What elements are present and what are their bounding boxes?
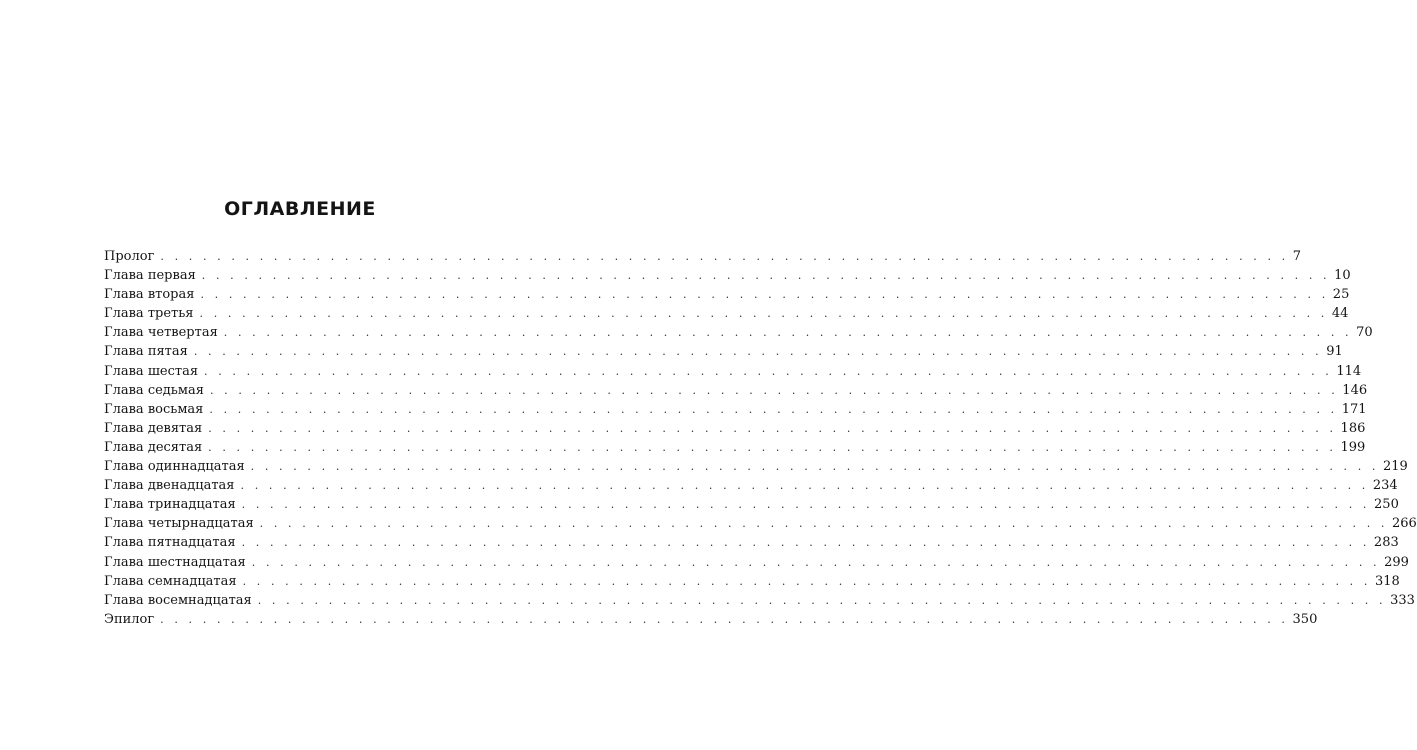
toc-entry-page-number: 234 (1372, 478, 1398, 494)
dot-leader: . . . . . . . . . . . . . . . . . . . . . . . . . . . . . . . . . . . . . . . . . . . . . . . . . . . . . . . . . . . . . . . . . . . . . . . . . . . . . . . . (209, 383, 1339, 397)
toc-entry-page-number: 350 (1292, 611, 1318, 627)
toc-entry (104, 400, 1367, 419)
toc-entry-page-number: 25 (1332, 287, 1350, 303)
toc-entry (104, 266, 1351, 285)
toc-entry-label: Глава шестая (104, 363, 199, 379)
toc-entry-page-number: 186 (1340, 420, 1366, 436)
toc-entry (104, 438, 1366, 457)
dot-leader: . . . . . . . . . . . . . . . . . . . . . . . . . . . . . . . . . . . . . . . . . . . . . . . . . . . . . . . . . . . . . . . . . . . . . . . . . . . . . . . . (200, 288, 1329, 302)
toc-entry-page-number: 91 (1326, 344, 1343, 360)
dot-leader: . . . . . . . . . . . . . . . . . . . . . . . . . . . . . . . . . . . . . . . . . . . . . . . . . . . . . . . . . . . . . . . . . . . . . . . . . . . . . . . . (250, 460, 1380, 474)
toc-entry (104, 572, 1400, 591)
toc-entry-label: Глава двенадцатая (104, 478, 235, 494)
toc-entry-page-number: 44 (1331, 306, 1349, 322)
toc-entry-page-number: 266 (1392, 516, 1417, 532)
dot-leader: . . . . . . . . . . . . . . . . . . . . . . . . . . . . . . . . . . . . . . . . . . . . . . . . . . . . . . . . . . . . . . . . . . . . . . . . . . . . . . . . (193, 345, 1323, 359)
dot-leader: . . . . . . . . . . . . . . . . . . . . . . . . . . . . . . . . . . . . . . . . . . . . . . . . . . . . . . . . . . . . . . . . . . . . . . . . . . . . . . . . (204, 364, 1333, 378)
dot-leader: . . . . . . . . . . . . . . . . . . . . . . . . . . . . . . . . . . . . . . . . . . . . . . . . . . . . . . . . . . . . . . . . . . . . . . . . . . . . . . . . (201, 269, 1331, 283)
dot-leader: . . . . . . . . . . . . . . . . . . . . . . . . . . . . . . . . . . . . . . . . . . . . . . . . . . . . . . . . . . . . . . . . . . . . . . . . . . . . . . . . (160, 250, 1289, 263)
toc-entry-label: Глава четырнадцатая (104, 516, 254, 532)
toc-entry-page-number: 70 (1356, 325, 1373, 341)
toc-entry-label: Глава тринадцатая (104, 497, 236, 513)
dot-leader: . . . . . . . . . . . . . . . . . . . . . . . . . . . . . . . . . . . . . . . . . . . . . . . . . . . . . . . . . . . . . . . . . . . . . . . . . . . . . . . . (208, 421, 1337, 435)
toc-entry-label: Глава третья (104, 306, 194, 322)
toc-entry (104, 247, 1302, 266)
toc-entry-page-number: 250 (1374, 497, 1399, 513)
dot-leader: . . . . . . . . . . . . . . . . . . . . . . . . . . . . . . . . . . . . . . . . . . . . . . . . . . . . . . . . . . . . . . . . . . . . . . . . . . . . . . . . (242, 574, 1371, 588)
toc-entry (104, 514, 1417, 533)
toc-entry-label: Глава седьмая (104, 382, 204, 398)
toc-entry (104, 419, 1366, 438)
toc-entry-page-number: 318 (1374, 573, 1400, 589)
toc-entry-label: Глава одиннадцатая (104, 459, 245, 475)
toc-entry-page-number: 333 (1390, 592, 1415, 608)
toc-entry (104, 533, 1399, 552)
dot-leader: . . . . . . . . . . . . . . . . . . . . . . . . . . . . . . . . . . . . . . . . . . . . . . . . . . . . . . . . . . . . . . . . . . . . . . . . . . . . . . . . (223, 326, 1353, 340)
toc-entry-page-number: 146 (1342, 382, 1368, 398)
toc-entry (104, 323, 1373, 342)
dot-leader: . . . . . . . . . . . . . . . . . . . . . . . . . . . . . . . . . . . . . . . . . . . . . . . . . . . . . . . . . . . . . . . . . . . . . . . . . . . . . . . . (251, 555, 1381, 569)
toc-entry (104, 362, 1362, 381)
toc-entry-label: Глава вторая (104, 287, 195, 303)
toc-entry-page-number: 283 (1373, 535, 1399, 551)
toc-entry (104, 457, 1408, 476)
toc-entry-page-number: 299 (1384, 554, 1409, 570)
toc-entry-page-number: 114 (1336, 363, 1362, 379)
toc-entry-label: Глава пятнадцатая (104, 535, 236, 551)
toc-entry-label: Глава пятая (104, 344, 188, 360)
toc-entry-page-number: 7 (1292, 249, 1302, 264)
dot-leader: . . . . . . . . . . . . . . . . . . . . . . . . . . . . . . . . . . . . . . . . . . . . . . . . . . . . . . . . . . . . . . . . . . . . . . . . . . . . . . . . (259, 517, 1388, 531)
toc-entry (104, 285, 1350, 304)
dot-leader: . . . . . . . . . . . . . . . . . . . . . . . . . . . . . . . . . . . . . . . . . . . . . . . . . . . . . . . . . . . . . . . . . . . . . . . . . . . . . . . . (257, 593, 1387, 607)
dot-leader: . . . . . . . . . . . . . . . . . . . . . . . . . . . . . . . . . . . . . . . . . . . . . . . . . . . . . . . . . . . . . . . . . . . . . . . . . . . . . . . . (241, 498, 1371, 512)
dot-leader: . . . . . . . . . . . . . . . . . . . . . . . . . . . . . . . . . . . . . . . . . . . . . . . . . . . . . . . . . . . . . . . . . . . . . . . . . . . . . . . . (240, 479, 1369, 493)
toc-entry (104, 476, 1398, 495)
toc-entry-page-number: 171 (1341, 401, 1367, 417)
toc-entry-label: Эпилог (104, 611, 155, 627)
toc-entry-label: Глава первая (104, 268, 196, 284)
page-title: ОГЛАВЛЕНИЕ (224, 198, 376, 220)
toc-entry (104, 591, 1415, 610)
dot-leader: . . . . . . . . . . . . . . . . . . . . . . . . . . . . . . . . . . . . . . . . . . . . . . . . . . . . . . . . . . . . . . . . . . . . . . . . . . . . . . . . (241, 536, 1370, 550)
toc-entry-label: Пролог (104, 249, 155, 264)
toc-entry-label: Глава четвертая (104, 325, 218, 341)
toc-entry (104, 304, 1349, 323)
toc-entry-label: Глава восьмая (104, 401, 204, 417)
dot-leader: . . . . . . . . . . . . . . . . . . . . . . . . . . . . . . . . . . . . . . . . . . . . . . . . . . . . . . . . . . . . . . . . . . . . . . . . . . . . . . . . (160, 612, 1289, 626)
toc-entry-page-number: 199 (1340, 439, 1366, 455)
toc-entry-page-number: 10 (1334, 268, 1351, 284)
toc-entry-label: Глава восемнадцатая (104, 592, 252, 608)
toc-entry-label: Глава десятая (104, 439, 203, 455)
toc-entry (104, 381, 1368, 400)
dot-leader: . . . . . . . . . . . . . . . . . . . . . . . . . . . . . . . . . . . . . . . . . . . . . . . . . . . . . . . . . . . . . . . . . . . . . . . . . . . . . . . . (208, 440, 1337, 454)
toc-entry (104, 610, 1318, 629)
toc-entry (104, 495, 1399, 514)
toc-entry-label: Глава семнадцатая (104, 573, 237, 589)
toc-entry-page-number: 219 (1383, 459, 1408, 475)
toc-entry (104, 553, 1409, 572)
dot-leader: . . . . . . . . . . . . . . . . . . . . . . . . . . . . . . . . . . . . . . . . . . . . . . . . . . . . . . . . . . . . . . . . . . . . . . . . . . . . . . . . (209, 402, 1338, 416)
toc-entry-label: Глава девятая (104, 420, 203, 436)
table-of-contents (104, 247, 1417, 629)
toc-entry (104, 342, 1343, 361)
dot-leader: . . . . . . . . . . . . . . . . . . . . . . . . . . . . . . . . . . . . . . . . . . . . . . . . . . . . . . . . . . . . . . . . . . . . . . . . . . . . . . . . (199, 307, 1328, 321)
toc-entry-label: Глава шестнадцатая (104, 554, 246, 570)
